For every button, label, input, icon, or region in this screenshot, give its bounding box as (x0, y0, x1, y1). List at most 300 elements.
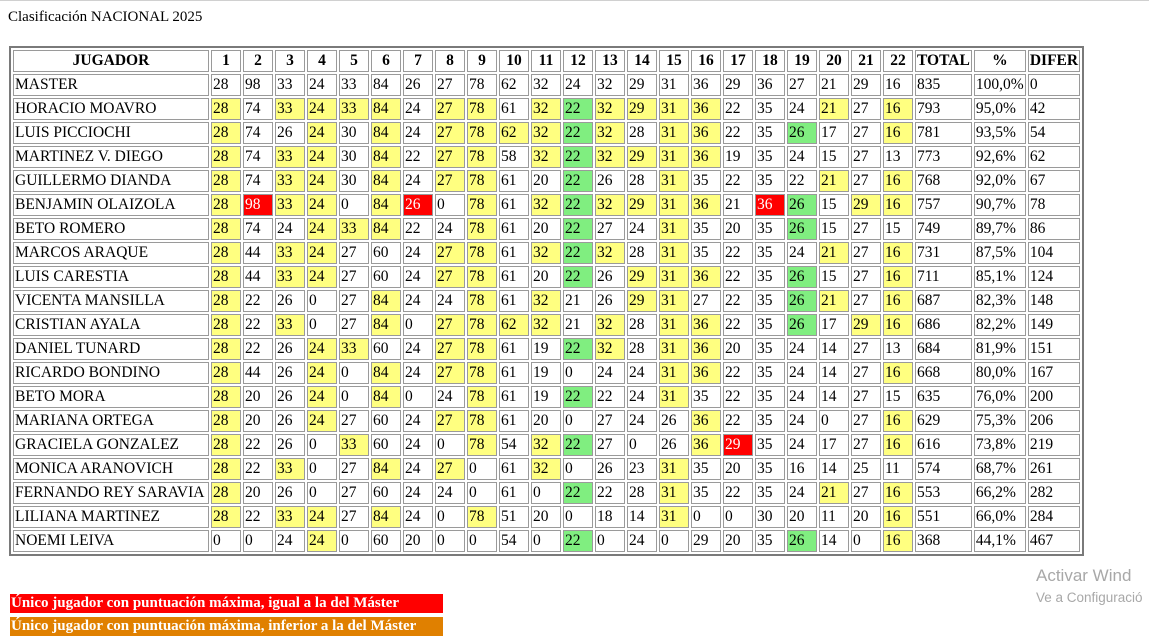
legend-red-label: Único jugador con puntuación máxima, igual a la del Máster (10, 594, 443, 613)
score-cell: 27 (851, 218, 881, 240)
score-cell: 28 (627, 314, 657, 336)
score-cell: 24 (627, 410, 657, 432)
score-cell: 36 (691, 314, 721, 336)
player-name-cell: RICARDO BONDINO (13, 362, 209, 384)
score-cell: 62 (499, 122, 529, 144)
score-cell: 33 (275, 458, 305, 480)
score-cell: 35 (755, 170, 785, 192)
score-cell: 14 (819, 386, 849, 408)
score-cell: 0 (563, 410, 593, 432)
score-cell: 27 (691, 290, 721, 312)
difference-cell: 261 (1028, 458, 1080, 480)
score-cell: 33 (275, 170, 305, 192)
percent-cell: 76,0% (974, 386, 1026, 408)
score-cell: 24 (307, 74, 337, 96)
table-row (13, 242, 1080, 264)
total-cell: 773 (915, 146, 972, 168)
score-cell: 84 (371, 98, 401, 120)
column-header-20: 20 (819, 50, 849, 72)
score-cell: 74 (243, 146, 273, 168)
score-cell: 36 (691, 338, 721, 360)
score-cell: 24 (403, 242, 433, 264)
score-cell: 20 (723, 530, 753, 552)
score-cell: 24 (307, 242, 337, 264)
score-cell: 78 (467, 218, 497, 240)
score-cell: 84 (371, 362, 401, 384)
score-cell: 78 (467, 290, 497, 312)
table-row (13, 194, 1080, 216)
score-cell: 20 (531, 266, 561, 288)
table-row (13, 362, 1080, 384)
total-cell: 574 (915, 458, 972, 480)
score-cell: 31 (659, 266, 689, 288)
score-cell: 27 (435, 98, 465, 120)
table-row (13, 314, 1080, 336)
score-cell: 22 (723, 362, 753, 384)
score-cell: 19 (723, 146, 753, 168)
score-cell: 28 (211, 314, 241, 336)
score-cell: 27 (851, 482, 881, 504)
score-cell: 33 (275, 506, 305, 528)
score-cell: 29 (723, 434, 753, 456)
score-cell: 32 (531, 458, 561, 480)
score-cell: 0 (307, 482, 337, 504)
score-cell: 24 (403, 122, 433, 144)
player-name-cell: FERNANDO REY SARAVIA (13, 482, 209, 504)
player-name-cell: CRISTIAN AYALA (13, 314, 209, 336)
table-row (13, 434, 1080, 456)
column-header-14: 14 (627, 50, 657, 72)
score-cell: 28 (211, 194, 241, 216)
score-cell: 78 (467, 146, 497, 168)
difference-cell: 42 (1028, 98, 1080, 120)
score-cell: 15 (819, 194, 849, 216)
score-cell: 24 (403, 458, 433, 480)
score-cell: 33 (275, 74, 305, 96)
score-cell: 24 (403, 410, 433, 432)
score-cell: 26 (659, 410, 689, 432)
score-cell: 0 (307, 314, 337, 336)
score-cell: 24 (627, 530, 657, 552)
score-cell: 20 (531, 506, 561, 528)
score-cell: 24 (307, 386, 337, 408)
score-cell: 26 (403, 194, 433, 216)
score-cell: 18 (595, 506, 625, 528)
score-cell: 78 (467, 362, 497, 384)
percent-cell: 81,9% (974, 338, 1026, 360)
score-cell: 29 (691, 530, 721, 552)
score-cell: 19 (531, 362, 561, 384)
total-cell: 749 (915, 218, 972, 240)
score-cell: 78 (467, 266, 497, 288)
score-cell: 33 (275, 146, 305, 168)
score-cell: 20 (723, 338, 753, 360)
score-cell: 35 (755, 362, 785, 384)
score-cell: 31 (659, 482, 689, 504)
total-cell: 687 (915, 290, 972, 312)
score-cell: 36 (691, 74, 721, 96)
score-cell: 61 (499, 242, 529, 264)
column-header-5: 5 (339, 50, 369, 72)
score-cell: 0 (851, 530, 881, 552)
table-row (13, 266, 1080, 288)
score-cell: 29 (627, 74, 657, 96)
score-cell: 22 (723, 266, 753, 288)
score-cell: 0 (531, 482, 561, 504)
table-row (13, 506, 1080, 528)
column-header-19: 19 (787, 50, 817, 72)
score-cell: 24 (403, 362, 433, 384)
score-cell: 27 (339, 242, 369, 264)
score-cell: 22 (563, 434, 593, 456)
score-cell: 31 (659, 98, 689, 120)
score-cell: 35 (755, 242, 785, 264)
total-cell: 711 (915, 266, 972, 288)
score-cell: 31 (659, 74, 689, 96)
score-cell: 27 (851, 242, 881, 264)
score-cell: 36 (691, 122, 721, 144)
score-cell: 31 (659, 458, 689, 480)
score-cell: 61 (499, 194, 529, 216)
score-cell: 33 (275, 242, 305, 264)
score-cell: 27 (339, 458, 369, 480)
score-cell: 0 (691, 506, 721, 528)
score-cell: 22 (563, 386, 593, 408)
score-cell: 20 (531, 218, 561, 240)
difference-cell: 200 (1028, 386, 1080, 408)
score-cell: 98 (243, 194, 273, 216)
score-cell: 29 (627, 266, 657, 288)
score-cell: 28 (211, 482, 241, 504)
score-cell: 24 (307, 194, 337, 216)
score-cell: 22 (723, 170, 753, 192)
score-cell: 32 (531, 74, 561, 96)
score-cell: 84 (371, 170, 401, 192)
player-name-cell: LUIS CARESTIA (13, 266, 209, 288)
score-cell: 30 (339, 146, 369, 168)
table-row (13, 290, 1080, 312)
score-cell: 84 (371, 194, 401, 216)
score-cell: 28 (211, 170, 241, 192)
score-cell: 24 (403, 434, 433, 456)
score-cell: 35 (691, 170, 721, 192)
score-cell: 22 (723, 314, 753, 336)
score-cell: 27 (435, 122, 465, 144)
score-cell: 30 (339, 170, 369, 192)
score-cell: 17 (819, 314, 849, 336)
score-cell: 84 (371, 290, 401, 312)
column-header-jugador: JUGADOR (13, 50, 209, 72)
score-cell: 33 (275, 266, 305, 288)
percent-cell: 93,5% (974, 122, 1026, 144)
score-cell: 24 (403, 338, 433, 360)
score-cell: 29 (627, 98, 657, 120)
score-cell: 29 (627, 290, 657, 312)
score-cell: 78 (467, 410, 497, 432)
score-cell: 22 (595, 386, 625, 408)
score-cell: 24 (787, 482, 817, 504)
score-cell: 24 (307, 170, 337, 192)
score-cell: 24 (627, 218, 657, 240)
score-cell: 20 (403, 530, 433, 552)
score-cell: 14 (819, 338, 849, 360)
difference-cell: 206 (1028, 410, 1080, 432)
score-cell: 24 (307, 218, 337, 240)
player-name-cell: LILIANA MARTINEZ (13, 506, 209, 528)
score-cell: 78 (467, 506, 497, 528)
score-cell: 24 (787, 146, 817, 168)
score-cell: 21 (819, 98, 849, 120)
score-cell: 0 (339, 530, 369, 552)
difference-cell: 167 (1028, 362, 1080, 384)
score-cell: 20 (243, 410, 273, 432)
score-cell: 0 (435, 530, 465, 552)
score-cell: 36 (755, 194, 785, 216)
score-cell: 22 (243, 338, 273, 360)
score-cell: 44 (243, 266, 273, 288)
total-cell: 553 (915, 482, 972, 504)
percent-cell: 82,3% (974, 290, 1026, 312)
score-cell: 36 (691, 434, 721, 456)
score-cell: 24 (307, 410, 337, 432)
score-cell: 26 (275, 290, 305, 312)
score-cell: 36 (691, 194, 721, 216)
score-cell: 84 (371, 458, 401, 480)
column-header-13: 13 (595, 50, 625, 72)
score-cell: 0 (435, 434, 465, 456)
score-cell: 84 (371, 74, 401, 96)
score-cell: 28 (211, 434, 241, 456)
score-cell: 24 (307, 530, 337, 552)
score-cell: 27 (851, 434, 881, 456)
score-cell: 27 (851, 386, 881, 408)
score-cell: 26 (403, 74, 433, 96)
score-cell: 22 (403, 218, 433, 240)
score-cell: 22 (563, 194, 593, 216)
score-cell: 21 (819, 290, 849, 312)
score-cell: 26 (659, 434, 689, 456)
score-cell: 14 (819, 458, 849, 480)
score-cell: 28 (211, 362, 241, 384)
score-cell: 26 (595, 290, 625, 312)
table-row (13, 218, 1080, 240)
score-cell: 32 (531, 434, 561, 456)
score-cell: 28 (211, 218, 241, 240)
score-cell: 78 (467, 170, 497, 192)
score-cell: 32 (531, 242, 561, 264)
score-cell: 31 (659, 122, 689, 144)
score-cell: 35 (755, 314, 785, 336)
score-cell: 20 (787, 506, 817, 528)
score-cell: 78 (467, 74, 497, 96)
score-cell: 74 (243, 170, 273, 192)
percent-cell: 92,0% (974, 170, 1026, 192)
column-header-percent: % (974, 50, 1026, 72)
score-cell: 61 (499, 386, 529, 408)
score-cell: 0 (563, 458, 593, 480)
score-cell: 78 (467, 434, 497, 456)
score-cell: 21 (819, 170, 849, 192)
player-name-cell: BENJAMIN OLAIZOLA (13, 194, 209, 216)
score-cell: 27 (851, 338, 881, 360)
score-cell: 35 (755, 434, 785, 456)
score-cell: 24 (787, 242, 817, 264)
player-name-cell: MARTINEZ V. DIEGO (13, 146, 209, 168)
total-cell: 368 (915, 530, 972, 552)
score-cell: 27 (435, 410, 465, 432)
score-cell: 15 (883, 218, 913, 240)
score-cell: 17 (819, 434, 849, 456)
score-cell: 28 (627, 242, 657, 264)
score-cell: 51 (499, 506, 529, 528)
score-cell: 74 (243, 122, 273, 144)
table-row (13, 170, 1080, 192)
score-cell: 26 (787, 122, 817, 144)
percent-cell: 92,6% (974, 146, 1026, 168)
score-cell: 62 (499, 74, 529, 96)
legend-orange-label: Único jugador con puntuación máxima, inferior a la del Máster (10, 617, 443, 636)
score-cell: 84 (371, 122, 401, 144)
score-cell: 44 (243, 242, 273, 264)
score-cell: 26 (787, 266, 817, 288)
score-cell: 28 (211, 74, 241, 96)
score-cell: 27 (435, 314, 465, 336)
difference-cell: 219 (1028, 434, 1080, 456)
score-cell: 0 (339, 386, 369, 408)
column-header-7: 7 (403, 50, 433, 72)
percent-cell: 80,0% (974, 362, 1026, 384)
player-name-cell: MARCOS ARAQUE (13, 242, 209, 264)
score-cell: 35 (755, 482, 785, 504)
score-cell: 15 (819, 266, 849, 288)
score-cell: 24 (435, 482, 465, 504)
score-cell: 35 (755, 146, 785, 168)
score-cell: 32 (595, 242, 625, 264)
top-divider (0, 0, 1149, 1)
score-cell: 11 (819, 506, 849, 528)
total-cell: 793 (915, 98, 972, 120)
table-row (13, 146, 1080, 168)
column-header-22: 22 (883, 50, 913, 72)
score-cell: 20 (531, 170, 561, 192)
table-row (13, 530, 1080, 552)
score-cell: 35 (755, 290, 785, 312)
percent-cell: 82,2% (974, 314, 1026, 336)
table-row (13, 338, 1080, 360)
total-cell: 835 (915, 74, 972, 96)
score-cell: 78 (467, 314, 497, 336)
score-cell: 0 (467, 482, 497, 504)
score-cell: 24 (403, 266, 433, 288)
score-cell: 24 (307, 338, 337, 360)
column-header-12: 12 (563, 50, 593, 72)
score-cell: 74 (243, 218, 273, 240)
score-cell: 44 (243, 362, 273, 384)
table-header-row (13, 50, 1080, 72)
score-cell: 24 (435, 290, 465, 312)
score-cell: 20 (851, 506, 881, 528)
score-cell: 33 (275, 98, 305, 120)
score-cell: 32 (531, 290, 561, 312)
score-cell: 0 (659, 530, 689, 552)
score-cell: 24 (787, 410, 817, 432)
score-cell: 84 (371, 146, 401, 168)
score-cell: 24 (627, 362, 657, 384)
score-cell: 33 (275, 194, 305, 216)
score-cell: 24 (403, 98, 433, 120)
score-cell: 13 (883, 338, 913, 360)
score-cell: 16 (883, 506, 913, 528)
score-cell: 24 (275, 530, 305, 552)
score-cell: 22 (723, 242, 753, 264)
score-cell: 26 (595, 266, 625, 288)
score-cell: 28 (211, 146, 241, 168)
difference-cell: 67 (1028, 170, 1080, 192)
score-cell: 28 (211, 242, 241, 264)
score-cell: 22 (787, 170, 817, 192)
score-cell: 22 (243, 458, 273, 480)
total-cell: 635 (915, 386, 972, 408)
score-cell: 31 (659, 146, 689, 168)
page-title: Clasificación NACIONAL 2025 (8, 9, 203, 25)
ranking-table (9, 46, 1084, 556)
score-cell: 61 (499, 338, 529, 360)
score-cell: 0 (563, 362, 593, 384)
difference-cell: 86 (1028, 218, 1080, 240)
column-header-1: 1 (211, 50, 241, 72)
score-cell: 22 (563, 242, 593, 264)
score-cell: 16 (883, 290, 913, 312)
score-cell: 21 (723, 194, 753, 216)
score-cell: 0 (531, 530, 561, 552)
table-row (13, 458, 1080, 480)
total-cell: 731 (915, 242, 972, 264)
total-cell: 629 (915, 410, 972, 432)
score-cell: 27 (435, 338, 465, 360)
score-cell: 31 (659, 218, 689, 240)
score-cell: 35 (755, 338, 785, 360)
score-cell: 22 (563, 146, 593, 168)
score-cell: 26 (787, 314, 817, 336)
score-cell: 0 (307, 458, 337, 480)
score-cell: 32 (531, 98, 561, 120)
score-cell: 0 (339, 194, 369, 216)
total-cell: 686 (915, 314, 972, 336)
score-cell: 84 (371, 314, 401, 336)
score-cell: 0 (819, 410, 849, 432)
score-cell: 36 (691, 266, 721, 288)
score-cell: 26 (275, 434, 305, 456)
score-cell: 60 (371, 530, 401, 552)
score-cell: 24 (787, 434, 817, 456)
score-cell: 28 (627, 122, 657, 144)
score-cell: 0 (339, 362, 369, 384)
score-cell: 61 (499, 290, 529, 312)
score-cell: 0 (467, 530, 497, 552)
column-header-3: 3 (275, 50, 305, 72)
score-cell: 84 (371, 506, 401, 528)
score-cell: 22 (723, 410, 753, 432)
table-row (13, 122, 1080, 144)
total-cell: 757 (915, 194, 972, 216)
score-cell: 24 (307, 266, 337, 288)
score-cell: 31 (659, 338, 689, 360)
score-cell: 29 (851, 314, 881, 336)
difference-cell: 62 (1028, 146, 1080, 168)
score-cell: 35 (755, 386, 785, 408)
table-row (13, 98, 1080, 120)
score-cell: 0 (307, 290, 337, 312)
